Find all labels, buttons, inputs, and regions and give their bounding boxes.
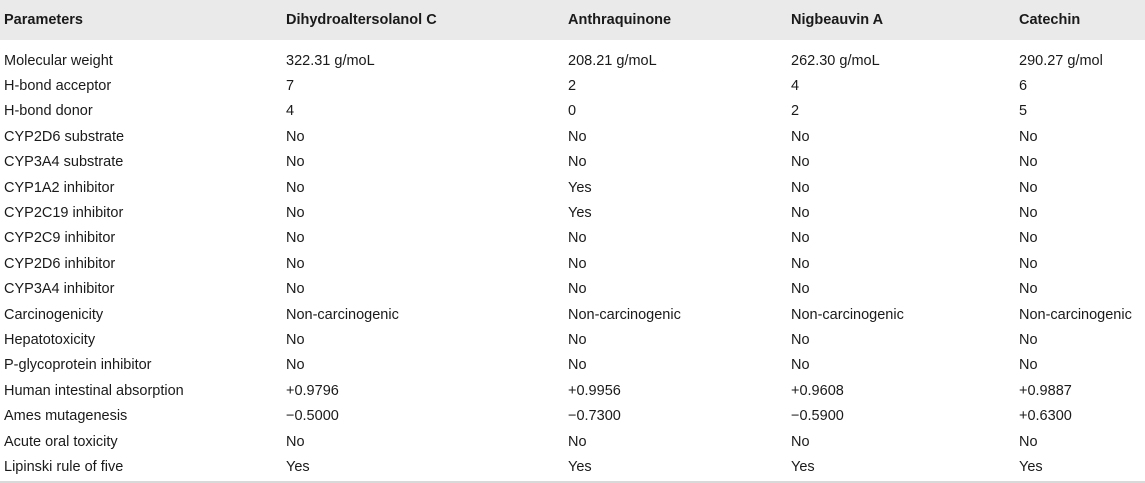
table-row xyxy=(0,150,1145,175)
spacer-row xyxy=(0,40,1145,48)
cell-nigbeauvin-a: −0.5900 xyxy=(791,408,844,425)
cell-nigbeauvin-a: 4 xyxy=(791,78,800,95)
table-row xyxy=(0,277,1145,302)
cell-dihydroaltersolanol-c: No xyxy=(286,154,305,171)
cell-dihydroaltersolanol-c: 7 xyxy=(286,78,295,95)
cell-anthraquinone: Yes xyxy=(568,179,592,196)
cell-anthraquinone: No xyxy=(568,433,587,450)
cell-anthraquinone: −0.7300 xyxy=(568,408,621,425)
table-row xyxy=(0,429,1145,454)
cell-parameter: CYP2C9 inhibitor xyxy=(4,230,116,247)
cell-dihydroaltersolanol-c: Non-carcinogenic xyxy=(286,306,399,323)
table-row xyxy=(0,48,1145,73)
cell-parameter: Carcinogenicity xyxy=(4,306,104,323)
cell-catechin: No xyxy=(1019,281,1038,298)
cell-parameter: CYP1A2 inhibitor xyxy=(4,179,115,196)
cell-dihydroaltersolanol-c: No xyxy=(286,179,305,196)
cell-anthraquinone: No xyxy=(568,357,587,374)
cell-parameter: Human intestinal absorption xyxy=(4,382,184,399)
cell-anthraquinone: No xyxy=(568,154,587,171)
cell-dihydroaltersolanol-c: No xyxy=(286,230,305,247)
table-row xyxy=(0,378,1145,403)
table-row xyxy=(0,251,1145,276)
cell-catechin: 290.27 g/mol xyxy=(1019,52,1103,69)
cell-anthraquinone: No xyxy=(568,128,587,145)
table-row xyxy=(0,175,1145,200)
header-anthraquinone: Anthraquinone xyxy=(568,12,672,28)
cell-dihydroaltersolanol-c: No xyxy=(286,433,305,450)
cell-catechin: No xyxy=(1019,433,1038,450)
cell-parameter: H-bond acceptor xyxy=(4,78,112,95)
cell-nigbeauvin-a: No xyxy=(791,205,810,222)
cell-catechin: Yes xyxy=(1019,458,1043,475)
table-row xyxy=(0,403,1145,428)
table-row xyxy=(0,327,1145,352)
cell-catechin: No xyxy=(1019,154,1038,171)
cell-nigbeauvin-a: No xyxy=(791,331,810,348)
cell-catechin: No xyxy=(1019,179,1038,196)
cell-catechin: No xyxy=(1019,331,1038,348)
cell-parameter: CYP2D6 inhibitor xyxy=(4,255,116,272)
cell-catechin: No xyxy=(1019,205,1038,222)
cell-catechin: +0.9887 xyxy=(1019,382,1072,399)
cell-anthraquinone: No xyxy=(568,331,587,348)
cell-nigbeauvin-a: No xyxy=(791,154,810,171)
cell-catechin: No xyxy=(1019,255,1038,272)
cell-nigbeauvin-a: Yes xyxy=(791,458,815,475)
header-row xyxy=(0,0,1145,40)
table-row xyxy=(0,454,1145,479)
cell-nigbeauvin-a: No xyxy=(791,128,810,145)
cell-anthraquinone: +0.9956 xyxy=(568,382,621,399)
cell-catechin: +0.6300 xyxy=(1019,408,1072,425)
cell-dihydroaltersolanol-c: 322.31 g/moL xyxy=(286,52,375,69)
cell-dihydroaltersolanol-c: No xyxy=(286,357,305,374)
cell-nigbeauvin-a: +0.9608 xyxy=(791,382,844,399)
header-catechin: Catechin xyxy=(1019,12,1081,28)
cell-parameter: P-glycoprotein inhibitor xyxy=(4,357,152,374)
cell-anthraquinone: No xyxy=(568,281,587,298)
table-row xyxy=(0,353,1145,378)
cell-dihydroaltersolanol-c: No xyxy=(286,205,305,222)
header-nigbeauvin-a: Nigbeauvin A xyxy=(791,12,884,28)
cell-parameter: CYP2D6 substrate xyxy=(4,128,125,145)
header-parameters: Parameters xyxy=(4,12,83,28)
cell-dihydroaltersolanol-c: No xyxy=(286,255,305,272)
cell-parameter: Acute oral toxicity xyxy=(4,433,118,450)
cell-parameter: Molecular weight xyxy=(4,52,113,69)
cell-nigbeauvin-a: No xyxy=(791,357,810,374)
cell-anthraquinone: Yes xyxy=(568,458,592,475)
table-header xyxy=(0,0,1145,40)
cell-nigbeauvin-a: No xyxy=(791,179,810,196)
cell-nigbeauvin-a: Non-carcinogenic xyxy=(791,306,904,323)
cell-anthraquinone: No xyxy=(568,255,587,272)
cell-parameter: Ames mutagenesis xyxy=(4,408,128,425)
cell-parameter: CYP2C19 inhibitor xyxy=(4,205,124,222)
table-row xyxy=(0,226,1145,251)
cell-nigbeauvin-a: 2 xyxy=(791,103,800,120)
cell-dihydroaltersolanol-c: Yes xyxy=(286,458,310,475)
cell-anthraquinone: 2 xyxy=(568,78,577,95)
table-row xyxy=(0,302,1145,327)
table-row xyxy=(0,99,1145,124)
cell-anthraquinone: 208.21 g/moL xyxy=(568,52,657,69)
cell-catechin: No xyxy=(1019,128,1038,145)
table-body xyxy=(0,40,1145,480)
cell-catechin: No xyxy=(1019,357,1038,374)
cell-anthraquinone: Yes xyxy=(568,205,592,222)
cell-dihydroaltersolanol-c: No xyxy=(286,281,305,298)
table-row xyxy=(0,124,1145,149)
cell-dihydroaltersolanol-c: +0.9796 xyxy=(286,382,339,399)
table-row xyxy=(0,73,1145,98)
cell-nigbeauvin-a: No xyxy=(791,281,810,298)
cell-nigbeauvin-a: No xyxy=(791,230,810,247)
cell-parameter: Hepatotoxicity xyxy=(4,331,96,348)
cell-parameter: Lipinski rule of five xyxy=(4,458,124,475)
cell-catechin: 5 xyxy=(1019,103,1028,120)
table-row xyxy=(0,200,1145,225)
cell-parameter: CYP3A4 substrate xyxy=(4,154,124,171)
cell-dihydroaltersolanol-c: No xyxy=(286,128,305,145)
cell-dihydroaltersolanol-c: No xyxy=(286,331,305,348)
cell-catechin: No xyxy=(1019,230,1038,247)
cell-dihydroaltersolanol-c: 4 xyxy=(286,103,295,120)
cell-anthraquinone: Non-carcinogenic xyxy=(568,306,681,323)
cell-nigbeauvin-a: No xyxy=(791,433,810,450)
cell-catechin: 6 xyxy=(1019,78,1028,95)
header-dihydroaltersolanol-c: Dihydroaltersolanol C xyxy=(286,12,437,28)
cell-nigbeauvin-a: 262.30 g/moL xyxy=(791,52,880,69)
cell-parameter: H-bond donor xyxy=(4,103,93,120)
cell-nigbeauvin-a: No xyxy=(791,255,810,272)
cell-anthraquinone: 0 xyxy=(568,103,577,120)
cell-catechin: Non-carcinogenic xyxy=(1019,306,1132,323)
cell-parameter: CYP3A4 inhibitor xyxy=(4,281,115,298)
cell-anthraquinone: No xyxy=(568,230,587,247)
cell-dihydroaltersolanol-c: −0.5000 xyxy=(286,408,339,425)
